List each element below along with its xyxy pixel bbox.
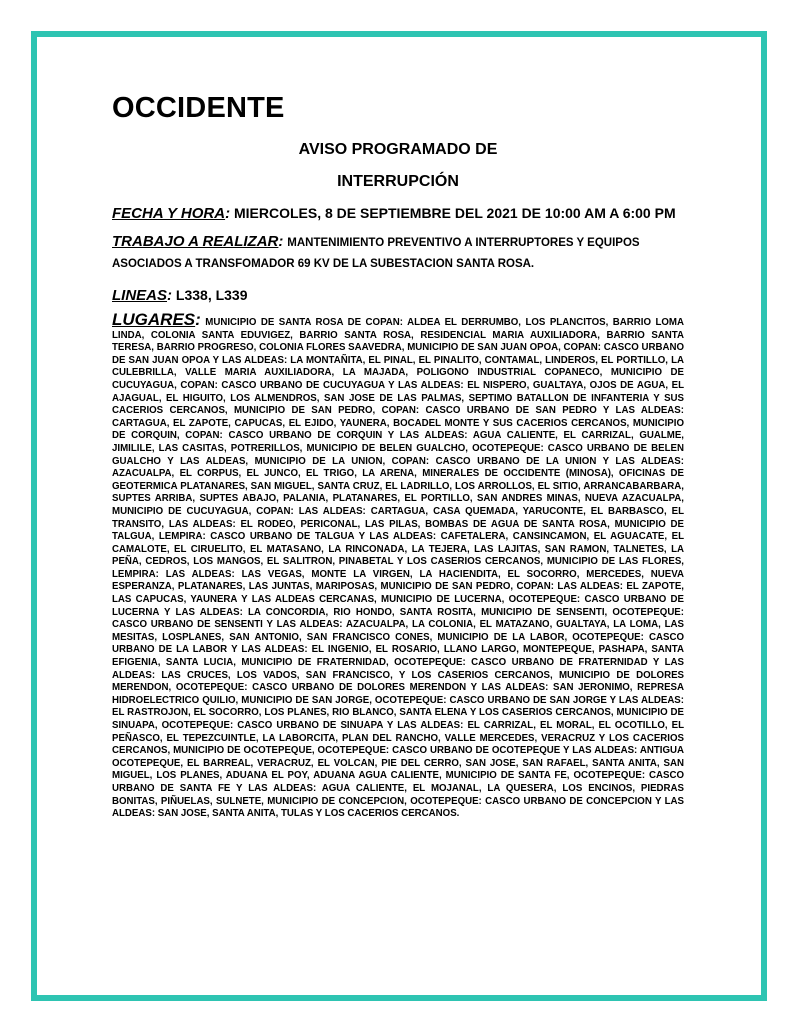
places-value: MUNICIPIO DE SANTA ROSA DE COPAN: ALDEA EL DERRUMBO, LOS PLANCITOS, BARRIO LOMA LINDA, COLONIA SANTA EDUVIGEZ, BARRIO SANTA ROSA, RESIDENCIAL MARIA AUXILIADORA, BARRIO SANTA TERESA, BARRIO PROGRESO, COLONIA FLORES SAAVEDRA, MUNICIPIO DE SAN JUAN OPOA, COPAN: CASCO URBANO DE SAN JUAN OPOA Y LAS ALDEAS: LA MONTAÑITA, EL PINAL, EL PINALITO, CONTAMAL, LINDEROS, EL PORTILLO, LA CULEBRILLA, VALLE MARIA AUXILIADORA, LA MAJADA, POLIGONO INDUSTRIAL COPANECO, MUNICIPIO DE CUCUYAGUA, COPAN: CASCO URBANO DE CUCUYAGUA Y LAS ALDEAS: EL NISPERO, GUALTAYA, OJOS DE AGUA, EL AJAGUAL, EL HIGUITO, LOS ALMENDROS, SAN JOSE DE LAS PALMAS, SEPTIMO BATALLON DE INFANTERIA Y SUS CACERIOS CERCANOS, MUNICIPIO DE SAN PEDRO, COPAN: CASCO URBANO DE SAN PEDRO Y LAS ALDEAS: CARTAGUA, EL ZAPOTE, CAPUCAS, EL EJIDO, YAUNERA, BOCADEL MONTE Y SUS CACERIOS CERCANOS, MUNICIPIO DE CORQUIN, COPAN: CASCO URBANO DE CORQUIN Y LAS ALDEAS: AGUA CALIENTE, EL CARRIZAL, GUALME, JIMILILE, LAS CASITAS, POTRERILLOS, MUNICIPIO DE BELEN GUALCHO, OCOTEPEQUE: CASCO URBANO DE BELEN GUALCHO Y LAS ALDEAS, MUNICIPIO DE LA UNION, COPAN: CASCO URBANO DE LA UNION Y LAS ALDEAS: AZACUALPA, EL CORPUS, EL JUNCO, EL TRIGO, LA ARENA, MINERALES DE OCCIDENTE (MINOSA), OFICINAS DE GEOTERMICA PLATANARES, SAN MIGUEL, SANTA CRUZ, EL LADRILLO, LOS ARROLLOS, EL SITIO, ARRANCABARBARA, SUPTES ARRIBA, SUPTES ABAJO, PALANIA, PLATANARES, EL PORTILLO, SAN ANDRES MINAS, NUEVA AZACUALPA, MUNICIPIO DE CUCUYAGUA, COPAN: LAS ALDEAS: CARTAGUA, CASA QUEMADA, YARUCONTE, EL BARBASCO, EL TRANSITO, LAS ALDEAS: EL RODEO, PERICONAL, LAS PILAS, BOMBAS DE AGUA DE SANTA ROSA, MUNICIPIO DE TALGUA, LEMPIRA: CASCO URBANO DE TALGUA Y LAS ALDEAS: CAFETALERA, CANSINCAMON, EL AGUACATE, EL CAMALOTE, EL CIRUELITO, EL MATASANO, LA RINCONADA, LA TEJERA, LAS LAJITAS, SAN RAMON, TALNETES, LA PEÑA, CEDROS, LOS MANGOS, EL SALITRON, PINABETAL Y LOS CASERIOS CERCANOS, MUNICIPIO DE LAS FLORES, LEMPIRA: LAS ALDEAS: LAS VEGAS, MONTE LA VIRGEN, LA HACIENDITA, EL SOCORRO, MERCEDES, NUEVA ESPERANZA, PLATANARES, LAS JUNTAS, MARIPOSAS, MUNICIPIO DE SAN PEDRO, COPAN: LAS ALDEAS: EL ZAPOTE, LAS CAPUCAS, YAUNERA Y LAS ALDEAS CERCANAS, MUNICIPIO DE LUCERNA, OCOTEPEQUE: CASCO URBANO DE LUCERNA Y LAS ALDEAS: LA CONCORDIA, RIO HONDO, SANTA ROSITA, MUNICIPIO DE SENSENTI, OCOTEPEQUE: CASCO URBANO DE SENSENTI Y LAS ALDEAS: AZACUALPA, LA COLONIA, EL MATAZANO, GUALTAYA, LA LOMA, LAS MESITAS, LOSPLANES, SAN ANTONIO, SAN FRANCISCO CONES, MUNICIPIO DE LA LABOR, OCOTEPEQUE: CASCO URBANO DE LA LABOR Y LAS ALDEAS: EL INGENIO, EL ROSARIO, LLANO LARGO, MONTEPEQUE, PASHAPA, SANTA EFIGENIA, SANTA LUCIA, MUNICIPIO DE FRATERNIDAD, OCOTEPEQUE: CASCO URBANO DE FRATERNIDAD Y LAS ALDEAS: LAS CRUCES, LOS VADOS, SAN FRANCISCO, Y LOS CASERIOS CERCANOS, MUNICIPIO DE DOLORES MERENDON, OCOTEPEQUE: CASCO URBANO DE DOLORES MERENDON Y LAS ALDEAS: SAN JERONIMO, REPRESA HIDROELECTRICO QUILIO, MUNICIPIO DE SAN JORGE, OCOTEPEQUE: CASCO URBANO DE SAN JORGE Y LAS ALDEAS: EL RASTROJON, EL SOCORRO, LOS PLANES, RIO BLANCO, SANTA ELENA Y LOS CASERIOS CERCANOS, MUNICIPIO DE SINUAPA, OCOTEPEQUE: CASCO URBANO DE SINUAPA Y LAS ALDEAS: EL CARRIZAL, EL MORAL, EL OCOTILLO, EL PEÑASCO, EL TEPEZCUINTLE, LA LABORCITA, PLAN DEL RANCHO, VALLE MERCEDES, VERACRUZ Y LOS CACERIOS CERCANOS, MUNICIPIO DE OCOTEPEQUE, OCOTEPEQUE: CASCO URBANO DE OCOTEPEQUE Y LAS ALDEAS: ANTIGUA OCOTEPEQUE, EL BARREAL, VERACRUZ, EL VOLCAN, PIE DEL CERRO, SAN JOSE, SAN RAFAEL, SANTA ANITA, SAN MIGUEL, LOS PLANES, ADUANA EL POY, ADUANA AGUA CALIENTE, MUNICIPIO DE SANTA FE, OCOTEPEQUE: CASCO URBANO DE SANTA FE Y LAS ALDEAS: AGUA CALIENTE, EL MOJANAL, LA QUESERA, LOS ENCINOS, PIEDRAS BONITAS, PIÑUELAS, SULNETE, MUNICIPIO DE CONCEPCION, OCOTEPEQUE: CASCO URBANO DE CONCEPCION Y LAS ALDEAS: SAN JOSE, SANTA ANITA, TULAS Y LOS CACERIOS CERCANOS. — [112, 317, 684, 820]
places-colon: : — [195, 310, 201, 329]
work-value: MANTENIMIENTO PREVENTIVO A INTERRUPTORES Y EQUIPOS ASOCIADOS A TRANSFOMADOR 69 KV DE LA SUBESTACION SANTA ROSA. — [112, 237, 640, 270]
places-label: LUGARES — [112, 310, 196, 329]
notice-content — [112, 92, 684, 821]
places-field — [112, 310, 684, 821]
lines-field — [112, 287, 684, 304]
date-field — [112, 205, 684, 222]
notice-title-line1: AVISO PROGRAMADO DE — [298, 141, 498, 158]
lines-value: L338, L339 — [175, 287, 248, 303]
lines-colon: : — [167, 287, 173, 304]
date-value: MIERCOLES, 8 DE SEPTIEMBRE DEL 2021 DE 10:00 AM A 6:00 PM — [233, 205, 676, 221]
date-colon: : — [225, 205, 231, 222]
date-label: FECHA Y HORA — [112, 205, 226, 222]
work-label: TRABAJO A REALIZAR — [112, 233, 279, 250]
lines-label: LINEAS — [112, 287, 168, 304]
work-colon: : — [278, 233, 284, 250]
notice-title — [112, 140, 684, 192]
notice-title-line2: INTERRUPCIÓN — [337, 173, 459, 190]
region-title: OCCIDENTE — [112, 92, 285, 124]
work-field — [112, 232, 684, 274]
